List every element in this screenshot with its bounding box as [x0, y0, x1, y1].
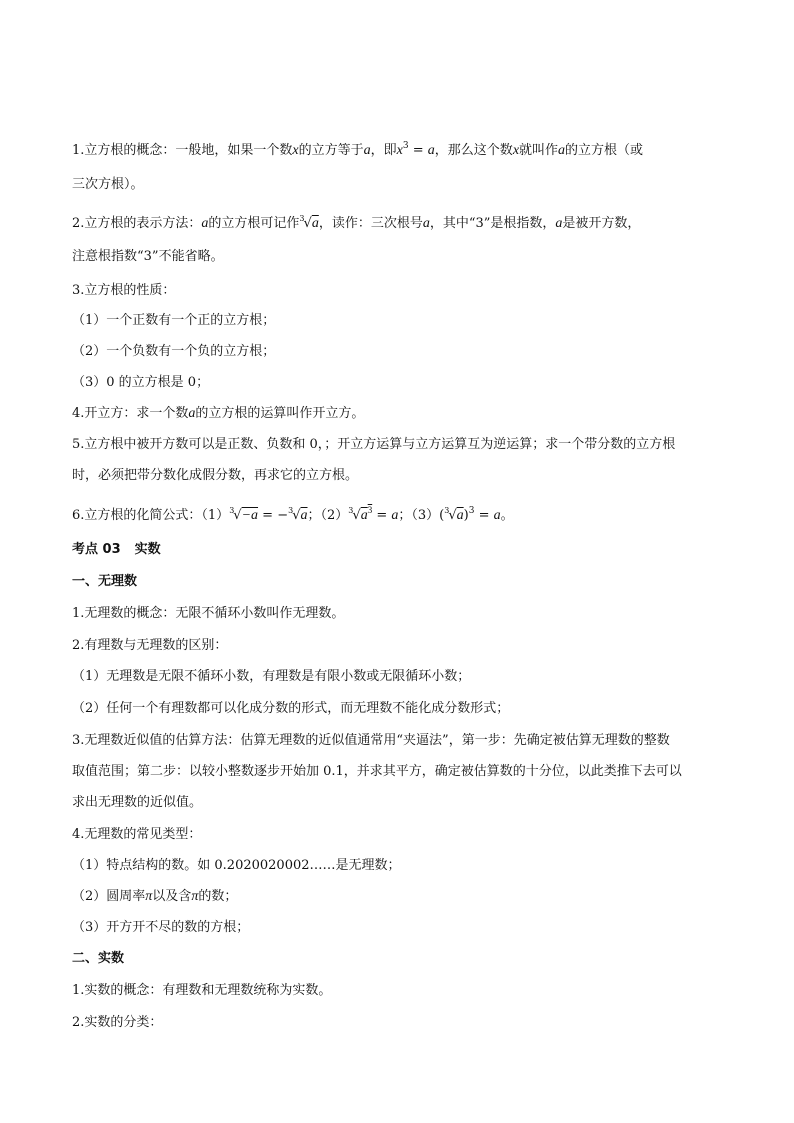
text: ，即 [370, 143, 397, 158]
text: ，读作：三次根号 [318, 216, 423, 231]
math-radicand: $a^3$ [360, 505, 373, 523]
paragraph-3: 3.立方根的性质： [72, 283, 176, 298]
text: 的立方根（或 [565, 143, 644, 158]
math-var-a: a [391, 508, 399, 523]
math-var-x: x [396, 143, 403, 158]
math-radicand: −a [241, 508, 259, 523]
list-item: （1）无理数是无限不循环小数，有理数是有限小数或无限循环小数； [72, 669, 471, 684]
text: 2.立方根的表示方法： [72, 216, 202, 231]
math-var-x: x [512, 143, 520, 158]
math-equals: = [412, 143, 424, 158]
list-item: （1）一个正数有一个正的立方根； [72, 313, 276, 328]
paragraph: 4.无理数的常见类型： [72, 827, 202, 842]
list-item: （3）0 的立方根是 0； [72, 375, 210, 390]
paragraph-1-line-1 [72, 142, 732, 161]
text: 的立方根可记作 [208, 216, 300, 231]
text: 注意根指数“3”不能省略。 [72, 249, 224, 264]
text: 的数； [198, 889, 238, 904]
paragraph-2-line-2 [72, 248, 732, 266]
text: 的立方等于 [298, 143, 364, 158]
paragraph-5-line-2: 时，必须把带分数化成假分数，再求它的立方根。 [72, 468, 359, 483]
paragraph-2-line-1: 2.立方根的表示方法：a的立方根可记作$^3$√a，读作：三次根号a，其中“3”是根指数，a是被开方数， [72, 214, 641, 231]
text: 。 [500, 508, 514, 523]
text: ；（2） [307, 508, 349, 523]
math-var-a: a [363, 143, 371, 158]
math-var-x: x [292, 143, 299, 158]
list-item: （2）一个负数有一个负的立方根； [72, 344, 276, 359]
math-pi: π [191, 889, 199, 904]
text: 4.开立方：求一个数 [72, 406, 189, 421]
list-item: （1）特点结构的数。如 0.2020020002……是无理数； [72, 858, 401, 873]
root-index: 3 [299, 214, 305, 223]
math-equals: = [376, 508, 388, 523]
math-radicand: a [300, 508, 308, 523]
text: （2）圆周率 [72, 889, 146, 904]
paragraph: 2.实数的分类： [72, 1015, 163, 1030]
root-index: 3 [348, 506, 354, 515]
math-var-a: a [555, 216, 563, 231]
paragraph: 1.实数的概念：有理数和无理数统称为实数。 [72, 983, 332, 998]
paragraph: 3.无理数近似值的估算方法：估算无理数的近似值通常用“夹逼法”，第一步：先确定被估算无理数的整数 [72, 733, 670, 748]
paragraph: 求出无理数的近似值。 [72, 795, 203, 810]
math-var-a: a [188, 406, 196, 421]
subheading-irrational: 一、无理数 [72, 574, 138, 589]
math-radicand: a [456, 508, 464, 523]
list-item: （2）任何一个有理数都可以化成分数的形式，而无理数不能化成分数形式； [72, 701, 510, 716]
text: ；（3） [398, 508, 440, 523]
math-radicand: a [311, 216, 319, 231]
root-index: 3 [288, 506, 294, 515]
paragraph-4 [72, 405, 732, 423]
text: 6.立方根的化简公式：（1） [72, 508, 230, 523]
math-minus: − [277, 508, 289, 523]
text: 三次方根）。 [72, 177, 144, 192]
paragraph: 2.有理数与无理数的区别： [72, 638, 228, 653]
math-var-a: a [422, 216, 430, 231]
root-index: 3 [444, 506, 450, 515]
math-var-a: a [427, 143, 435, 158]
subheading-real: 二、实数 [72, 951, 125, 966]
math-equals: = [262, 508, 274, 523]
math-pi: π [145, 889, 153, 904]
section-title: 实数 [134, 542, 161, 557]
paragraph: 1.无理数的概念：无限不循环小数叫作无理数。 [72, 606, 345, 621]
text: 就叫作 [519, 143, 559, 158]
text: 是被开方数， [562, 216, 641, 231]
paragraph-6: 6.立方根的化简公式：$(1)^3√-a = -^3√a$；$(2)^3√a^3 = a$；$(3)(^3√a)^3 = a$。 [72, 505, 514, 523]
math-var-a: a [558, 143, 566, 158]
math-var-a: a [493, 508, 501, 523]
text: 的立方根的运算叫作开立方。 [195, 406, 365, 421]
text: ，其中“3”是根指数， [429, 216, 556, 231]
paragraph-1-line-2 [72, 176, 732, 194]
list-item: （3）开方开不尽的数的方根； [72, 920, 250, 935]
list-item [72, 888, 732, 906]
text: ，那么这个数 [434, 143, 513, 158]
root-index: 3 [229, 506, 235, 515]
math-equals: = [478, 508, 490, 523]
paragraph: 取值范围；第二步：以较小整数逐步开始加 0.1，并求其平方，确定被估算数的十分位，以此类推下去可以 [72, 764, 682, 779]
section-label: 考点 03 [72, 542, 121, 557]
text: 1.立方根的概念：一般地，如果一个数 [72, 143, 293, 158]
math-var-a: a [201, 216, 209, 231]
section-heading [72, 541, 732, 559]
math-exponent: 3 [402, 141, 409, 151]
text: 以及含 [152, 889, 192, 904]
math-exponent: 3 [468, 506, 475, 516]
paragraph-5-line-1: 5.立方根中被开方数可以是正数、负数和 0，；开立方运算与立方运算互为逆运算；求一个带分数的立方根 [72, 437, 676, 452]
